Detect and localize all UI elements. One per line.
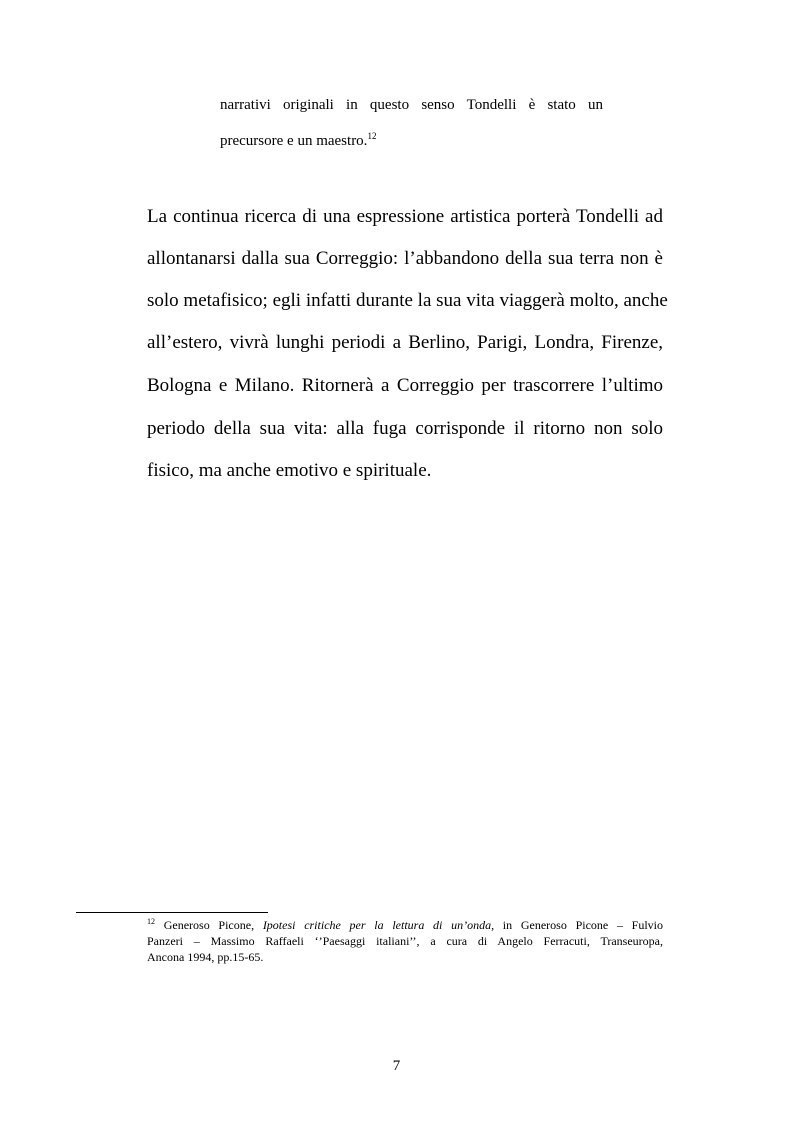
paragraph-line-6: periodo della sua vita: alla fuga corrisponde il ritorno non solo <box>147 418 663 439</box>
footnote-author: Generoso Picone, <box>155 918 263 932</box>
paragraph-line-5: Bologna e Milano. Ritornerà a Correggio per trascorrere l’ultimo <box>147 375 663 396</box>
paragraph-line-2: allontanarsi dalla sua Correggio: l’abbandono della sua terra non è <box>147 248 663 269</box>
quote-line-1: narrativi originali in questo senso Tondelli è stato un <box>220 97 603 113</box>
footnote-line-3: Ancona 1994, pp.15-65. <box>147 950 264 964</box>
footnote-number: 12 <box>147 917 155 926</box>
paragraph-line-4: all’estero, vivrà lunghi periodi a Berlino, Parigi, Londra, Firenze, <box>147 332 663 353</box>
footnote-separator <box>76 912 268 913</box>
paragraph-line-3: solo metafisico; egli infatti durante la sua vita viaggerà molto, anche <box>147 290 668 311</box>
footnote-line-1-rest: in Generoso Picone – Fulvio <box>494 918 664 932</box>
footnote-title: Ipotesi critiche per la lettura di un’onda, <box>262 918 495 932</box>
footnote-line-2: Panzeri – Massimo Raffaeli ‘’Paesaggi italiani’’, a cura di Angelo Ferracuti, Transeuropa, <box>147 934 663 948</box>
page-number: 7 <box>392 1058 401 1074</box>
footnote-line-1 <box>147 918 663 933</box>
paragraph-line-7: fisico, ma anche emotivo e spirituale. <box>147 460 432 481</box>
quote-line-2 <box>220 132 603 150</box>
footnote-reference: 12 <box>367 131 377 141</box>
paragraph-line-1: La continua ricerca di una espressione artistica porterà Tondelli ad <box>147 206 663 227</box>
quote-line-2-text: precursore e un maestro. <box>220 133 368 149</box>
